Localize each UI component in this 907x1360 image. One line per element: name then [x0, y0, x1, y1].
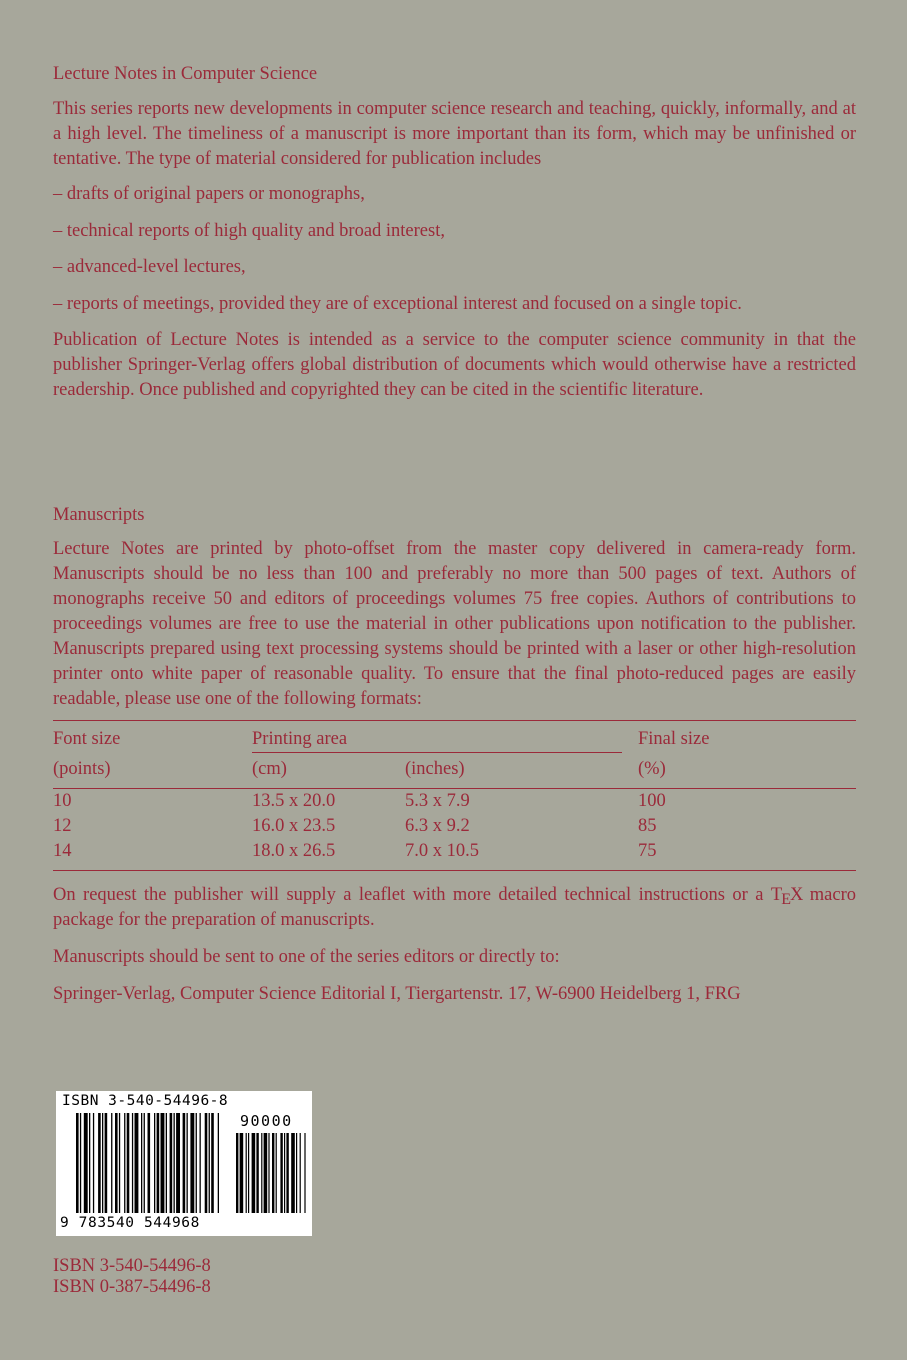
table-row	[53, 839, 856, 870]
barcode-bar	[190, 1113, 194, 1213]
tex-e: E	[781, 891, 790, 908]
addon-bar	[300, 1133, 301, 1213]
barcode-bar	[93, 1113, 94, 1213]
spacer	[53, 403, 856, 503]
intro-paragraph: This series reports new developments in computer science research and teaching, quickly, informally, and at a high level. The timeliness of a manuscript is more important than its form, which may be unfinished or tentative. The type of material considered for publication includes	[53, 99, 856, 169]
addon-bar	[268, 1133, 269, 1213]
barcode-bar	[102, 1113, 103, 1213]
barcode-bar	[161, 1113, 165, 1213]
publisher-address: Springer-Verlag, Computer Science Editorial I, Tiergartenstr. 17, W-6900 Heidelberg 1, FRG	[53, 984, 741, 1004]
barcode-bar	[89, 1113, 90, 1213]
list-item: – reports of meetings, provided they are of exceptional interest and focused on a single topic.	[53, 293, 742, 314]
list-item: – advanced-level lectures,	[53, 257, 246, 277]
addon-bar	[236, 1133, 238, 1213]
barcode-bar	[176, 1113, 180, 1213]
back-cover-text	[53, 62, 856, 1007]
barcode-bar	[80, 1113, 81, 1213]
cell-font-size: 10	[53, 791, 72, 811]
cell-final-size: 85	[638, 816, 657, 836]
addon-bar	[291, 1133, 295, 1213]
isbn-line: ISBN 3-540-54496-8	[53, 1256, 211, 1276]
addon-bar	[284, 1133, 285, 1213]
barcode-addon-number: 90000	[240, 1112, 293, 1130]
barcode-bar	[205, 1113, 208, 1213]
barcode-bar	[211, 1113, 214, 1213]
barcode-bar	[98, 1113, 101, 1213]
material-list	[53, 182, 856, 316]
header-percent: (%)	[638, 758, 666, 779]
header-inches: (inches)	[405, 759, 465, 779]
barcode-bar	[105, 1113, 108, 1213]
series-title: Lecture Notes in Computer Science	[53, 64, 318, 84]
list-item: – technical reports of high quality and broad interest,	[53, 220, 445, 241]
addon-bar	[264, 1133, 268, 1213]
cell-final-size: 100	[638, 791, 666, 811]
barcode-bar	[127, 1113, 130, 1213]
header-final-size: Final size	[638, 729, 710, 749]
request-paragraph	[53, 883, 856, 933]
addon-bar	[276, 1133, 277, 1213]
header-font-size: Font size	[53, 729, 121, 749]
request-text-end: macro package for the preparation of manuscripts.	[53, 885, 857, 930]
isbn-block	[53, 1256, 211, 1298]
cell-inches: 6.3 x 9.2	[405, 816, 470, 836]
addon-bar	[252, 1133, 256, 1213]
barcode-bar	[218, 1113, 219, 1213]
header-points: (points)	[53, 758, 111, 779]
addon-bar	[256, 1133, 258, 1213]
barcode	[56, 1091, 312, 1236]
cell-inches: 5.3 x 7.9	[405, 791, 470, 811]
table-row	[53, 789, 856, 814]
addon-bar	[280, 1133, 282, 1213]
barcode-bar	[166, 1113, 167, 1213]
request-text-start: On request the publisher will supply a leaflet with more detailed technical instructions or a	[53, 885, 764, 905]
cell-cm: 13.5 x 20.0	[252, 791, 336, 811]
list-item: – drafts of original papers or monographs,	[53, 184, 365, 204]
tex-x: X	[789, 885, 803, 905]
addon-bar	[261, 1133, 262, 1213]
barcode-bar	[84, 1113, 88, 1213]
barcode-bar	[76, 1113, 79, 1213]
cell-cm: 18.0 x 26.5	[252, 841, 336, 861]
barcode-bar	[170, 1113, 173, 1213]
barcode-bar	[111, 1113, 112, 1213]
header-cm: (cm)	[252, 759, 287, 779]
cell-font-size: 12	[53, 816, 72, 836]
cell-cm: 16.0 x 23.5	[252, 816, 336, 836]
barcode-bar	[135, 1113, 139, 1213]
cell-font-size: 14	[53, 841, 72, 861]
barcode-bar	[196, 1113, 197, 1213]
barcode-bar	[148, 1113, 151, 1213]
isbn-line: ISBN 0-387-54496-8	[53, 1277, 211, 1297]
addon-bar	[304, 1133, 305, 1213]
barcode-bar	[174, 1113, 175, 1213]
tex-t: T	[770, 885, 782, 905]
tex-logo	[770, 885, 803, 908]
barcode-bar	[132, 1113, 133, 1213]
header-printing-area: Printing area	[252, 721, 622, 753]
addon-bar	[272, 1133, 274, 1213]
addon-bar	[286, 1133, 288, 1213]
barcode-bar	[124, 1113, 125, 1213]
addon-bar	[296, 1133, 297, 1213]
addon-bar	[240, 1133, 244, 1213]
barcode-ean-number: 9 783540 544968	[60, 1215, 200, 1231]
barcode-bar	[200, 1113, 201, 1213]
barcode-bar	[141, 1113, 142, 1213]
barcode-bar	[157, 1113, 160, 1213]
cell-inches: 7.0 x 10.5	[405, 841, 479, 861]
barcode-bar	[119, 1113, 120, 1213]
send-paragraph: Manuscripts should be sent to one of the series editors or directly to:	[53, 947, 560, 967]
formats-table	[53, 720, 856, 871]
barcode-bar	[209, 1113, 210, 1213]
addon-bar	[248, 1133, 249, 1213]
cell-final-size: 75	[638, 841, 657, 861]
barcode-bar	[154, 1113, 155, 1213]
manuscripts-paragraph: Lecture Notes are printed by photo-offset from the master copy delivered in camera-ready form. Manuscripts should be no less than 100 and preferably no more than 500 pages of text. Authors of monographs receive 50 and editors of proceedings volumes 75 free copies. Authors of contributions to proceedings volumes are free to use the material in other publications upon notification to the publisher. Manuscripts prepared using text processing systems should be printed with a laser or other high-resolution printer onto white paper of reasonable quality. To ensure that the final photo-reduced pages are easily readable, please use one of the following formats:	[53, 539, 856, 709]
manuscripts-heading: Manuscripts	[53, 505, 145, 525]
publication-paragraph: Publication of Lecture Notes is intended as a service to the computer science community in that the publisher Springer-Verlag offers global distribution of documents which would otherwise have a restricted readership. Once published and copyrighted they can be cited in the scientific literature.	[53, 330, 856, 400]
barcode-bar	[115, 1113, 118, 1213]
barcode-isbn-label: ISBN 3-540-54496-8	[62, 1093, 229, 1109]
barcode-bar	[144, 1113, 145, 1213]
addon-bar	[246, 1133, 247, 1213]
barcode-bar	[187, 1113, 188, 1213]
table-row	[53, 814, 856, 839]
barcode-bar	[183, 1113, 186, 1213]
